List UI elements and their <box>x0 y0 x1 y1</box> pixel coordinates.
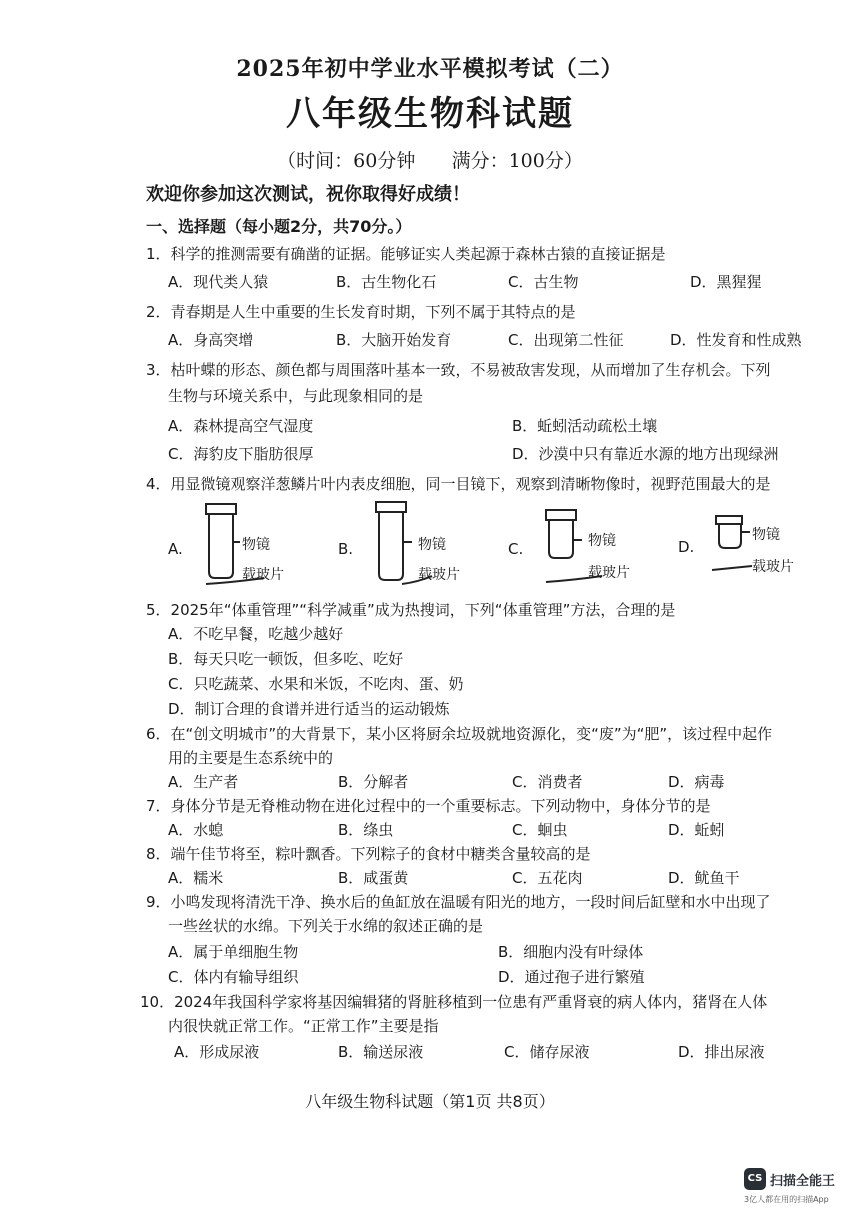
option-a: A．属于单细胞生物 <box>168 943 299 961</box>
question-7 <box>146 794 816 818</box>
option-d: D．病毒 <box>668 773 725 791</box>
question-2 <box>146 300 816 324</box>
question-5-option-a: A．不吃早餐，吃越少越好 <box>168 625 344 643</box>
option-a: A. <box>168 540 183 558</box>
option-c: C．五花肉 <box>512 869 583 887</box>
question-text: 在“创文明城市”的大背景下，某小区将厨余垃圾就地资源化，变“废”为“肥”，该过程中起作 <box>170 725 773 743</box>
option-a: A．现代类人猿 <box>168 273 269 291</box>
question-number: 10． <box>140 993 175 1011</box>
scanner-slogan: 3亿人都在用的扫描App <box>744 1195 829 1204</box>
question-number: 8． <box>146 845 171 863</box>
slide-label: 载玻片 <box>418 567 460 583</box>
option-a: A．身高突增 <box>168 331 254 349</box>
slide-label: 载玻片 <box>588 565 630 581</box>
question-number: 7． <box>146 797 171 815</box>
option-a: A．糯米 <box>168 869 224 887</box>
option-d: D．沙漠中只有靠近水源的地方出现绿洲 <box>512 445 779 463</box>
question-text: 小鸣发现将清洗干净、换水后的鱼缸放在温暖有阳光的地方，一段时间后缸壁和水中出现了 <box>170 893 771 911</box>
question-5 <box>146 598 816 622</box>
option-b: B．大脑开始发育 <box>336 331 452 349</box>
question-number: 1． <box>146 245 171 263</box>
question-text: 2024年我国科学家将基因编辑猪的肾脏移植到一位患有严重肾衰的病人体内，猪肾在人体 <box>174 993 768 1011</box>
question-text: 青春期是人生中重要的生长发育时期，下列不属于其特点的是 <box>170 303 576 321</box>
objective-label: 物镜 <box>588 533 616 549</box>
question-number: 4． <box>146 475 171 493</box>
question-4 <box>146 472 816 496</box>
question-1 <box>146 242 816 266</box>
section-title: 一、选择题（每小题2分，共70分。） <box>146 217 412 236</box>
option-d: D. <box>678 538 695 556</box>
question-number: 3． <box>146 361 171 379</box>
question-5-option-b: B．每天只吃一顿饭，但多吃、吃好 <box>168 650 404 668</box>
scanner-watermark <box>744 1168 854 1208</box>
option-c: C．古生物 <box>508 273 579 291</box>
question-text: 科学的推测需要有确凿的证据。能够证实人类起源于森林古猿的直接证据是 <box>170 245 666 263</box>
option-b: B．细胞内没有叶绿体 <box>498 943 644 961</box>
option-d: D．性发育和性成熟 <box>670 331 802 349</box>
greeting: 欢迎你参加这次测试，祝你取得好成绩！ <box>146 184 470 205</box>
question-5-option-c: C．只吃蔬菜、水果和米饭，不吃肉、蛋、奶 <box>168 675 464 693</box>
option-b: B．输送尿液 <box>338 1043 424 1061</box>
question-number: 6． <box>146 725 171 743</box>
objective-label: 物镜 <box>418 537 446 553</box>
option-c: C．蛔虫 <box>512 821 568 839</box>
question-number: 2． <box>146 303 171 321</box>
question-text: 2025年“体重管理”“科学减重”成为热搜词，下列“体重管理”方法，合理的是 <box>170 601 676 619</box>
option-c: C．储存尿液 <box>504 1043 590 1061</box>
objective-label: 物镜 <box>242 537 270 553</box>
option-a: A．水螅 <box>168 821 224 839</box>
option-a: A．生产者 <box>168 773 239 791</box>
question-6-line2: 用的主要是生态系统中的 <box>168 749 334 767</box>
question-8 <box>146 842 816 866</box>
scanner-name: 扫描全能王 <box>770 1174 836 1189</box>
question-3-line2: 生物与环境关系中，与此现象相同的是 <box>168 387 424 405</box>
option-b: B. <box>338 540 354 558</box>
scanner-logo-icon: CS <box>744 1168 766 1190</box>
exam-title: 2025年初中学业水平模拟考试（二） <box>236 56 624 82</box>
option-c: C．出现第二性征 <box>508 331 624 349</box>
option-b: B．咸蛋黄 <box>338 869 409 887</box>
option-d: D．鱿鱼干 <box>668 869 740 887</box>
option-b: B．分解者 <box>338 773 409 791</box>
option-c: C. <box>508 540 524 558</box>
option-b: B．蚯蚓活动疏松土壤 <box>512 417 658 435</box>
option-a: A．森林提高空气湿度 <box>168 417 314 435</box>
page-footer: 八年级生物科试题（第1页 共8页） <box>305 1092 555 1111</box>
time-info: （时间：60分钟 满分：100分） <box>277 150 583 172</box>
question-9-line2: 一些丝状的水绵。下列关于水绵的叙述正确的是 <box>168 917 484 935</box>
question-text: 枯叶蝶的形态、颜色都与周围落叶基本一致，不易被敌害发现，从而增加了生存机会。下列 <box>170 361 771 379</box>
option-d: D．排出尿液 <box>678 1043 765 1061</box>
question-10 <box>140 990 810 1014</box>
question-number: 9． <box>146 893 171 911</box>
objective-label: 物镜 <box>752 527 780 543</box>
option-c: C．体内有输导组织 <box>168 968 299 986</box>
option-d: D．通过孢子进行繁殖 <box>498 968 645 986</box>
option-c: C．海豹皮下脂肪很厚 <box>168 445 314 463</box>
question-6 <box>146 722 816 746</box>
option-d: D．蚯蚓 <box>668 821 725 839</box>
question-number: 5． <box>146 601 171 619</box>
option-c: C．消费者 <box>512 773 583 791</box>
option-b: B．古生物化石 <box>336 273 437 291</box>
slide-label: 载玻片 <box>242 567 284 583</box>
question-text: 端午佳节将至，粽叶飘香。下列粽子的食材中糖类含量较高的是 <box>170 845 591 863</box>
question-10-line2: 内很快就正常工作。“正常工作”主要是指 <box>168 1017 439 1035</box>
question-5-option-d: D．制订合理的食谱并进行适当的运动锻炼 <box>168 700 450 718</box>
question-text: 身体分节是无脊椎动物在进化过程中的一个重要标志。下列动物中，身体分节的是 <box>170 797 711 815</box>
option-d: D．黑猩猩 <box>690 273 762 291</box>
option-a: A．形成尿液 <box>174 1043 260 1061</box>
question-9 <box>146 890 816 914</box>
slide-label: 载玻片 <box>752 559 794 575</box>
subject-title: 八年级生物科试题 <box>286 94 574 134</box>
question-text: 用显微镜观察洋葱鳞片叶内表皮细胞，同一目镜下，观察到清晰物像时，视野范围最大的是 <box>170 475 771 493</box>
option-b: B．绦虫 <box>338 821 394 839</box>
question-3 <box>146 358 816 382</box>
